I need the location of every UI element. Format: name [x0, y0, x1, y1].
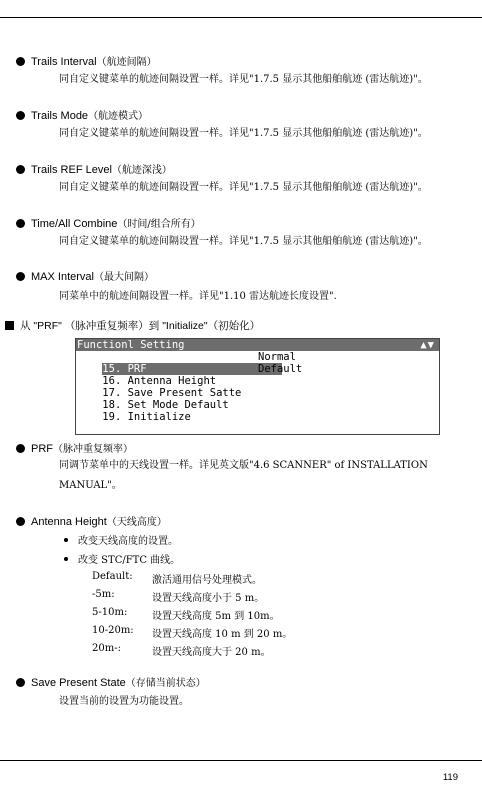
bullet-title-cn: （航迹间隔） — [96, 57, 157, 68]
bullet-title: Antenna Height — [31, 516, 107, 528]
page-number: 119 — [442, 772, 458, 783]
menu-title: Functionl Setting — [77, 339, 185, 351]
bullet-icon — [16, 678, 25, 687]
menu-item-save-present-state[interactable] — [76, 375, 439, 399]
bullet-icon — [16, 272, 25, 281]
option-value: 设置天线高度小于 5 m。 — [152, 593, 265, 604]
sub-bullet-icon — [64, 538, 68, 542]
option-key: Default: — [92, 571, 133, 582]
bullet-heading — [16, 271, 154, 284]
top-rule — [0, 17, 482, 18]
menu-item-initialize[interactable] — [76, 399, 439, 423]
sub-bullet-icon — [64, 557, 68, 561]
bullet-heading — [16, 443, 133, 456]
scroll-arrows-icon[interactable]: ▲▼ — [420, 339, 435, 351]
bullet-title: Trails Mode — [31, 110, 89, 122]
option-value: 设置天线高度 5m 到 10m。 — [152, 611, 280, 622]
bullet-heading — [16, 677, 206, 690]
bullet-icon — [16, 165, 25, 174]
bullet-description: 同自定义键菜单的航迹间隔设置一样。详见"1.7.5 显示其他船舶航迹 (雷达航迹)"。 — [59, 128, 428, 139]
section-heading-text: 从 "PRF" （脉冲重复频率）到 "Initialize"（初始化） — [20, 320, 261, 332]
sub-bullet-text: 改变 STC/FTC 曲线。 — [78, 555, 181, 566]
bullet-title: Time/All Combine — [31, 218, 118, 230]
menu-item-label: 18. Set Mode Default — [102, 399, 229, 411]
option-value: 设置天线高度 10 m 到 20 m。 — [152, 629, 293, 640]
menu-item-label: 15. PRF — [102, 363, 282, 375]
menu-item-label: 19. Initialize — [102, 411, 191, 423]
bullet-description: 设置当前的设置为功能设置。 — [59, 696, 189, 707]
menu-item-set-mode-default[interactable] — [76, 387, 439, 411]
bullet-description: 同自定义键菜单的航迹间隔设置一样。详见"1.7.5 显示其他船舶航迹 (雷达航迹)"。 — [59, 236, 428, 247]
bullet-title-cn: （航迹深浅） — [111, 165, 172, 176]
bullet-title: Trails REF Level — [31, 164, 112, 176]
square-bullet-icon — [5, 321, 14, 330]
bullet-heading — [16, 164, 172, 177]
menu-item-label: 17. Save Present Satte — [102, 387, 242, 399]
option-key: 5-10m: — [92, 607, 128, 618]
bullet-description: 同调节菜单中的天线设置一样。详见英文版"4.6 SCANNER" of INSTALLATION MANUAL"。 — [59, 460, 428, 491]
bullet-description: 同自定义键菜单的航迹间隔设置一样。详见"1.7.5 显示其他船舶航迹 (雷达航迹)"。 — [59, 74, 428, 85]
option-value: 激活通用信号处理模式。 — [152, 575, 262, 586]
bullet-icon — [16, 111, 25, 120]
bullet-icon — [16, 57, 25, 66]
bullet-icon — [16, 517, 25, 526]
bullet-title-cn: （存储当前状态） — [125, 678, 206, 689]
bullet-title: Trails Interval — [31, 56, 97, 68]
bullet-title: MAX Interval — [31, 271, 94, 283]
sub-bullet — [64, 532, 178, 547]
bullet-heading — [16, 110, 148, 123]
bottom-rule — [0, 760, 482, 761]
option-key: 10-20m: — [92, 625, 134, 636]
bullet-heading — [16, 56, 157, 69]
function-setting-menu — [75, 338, 440, 435]
bullet-title-cn: （脉冲重复频率） — [53, 444, 133, 455]
sub-bullet — [64, 551, 180, 566]
bullet-title-cn: （最大间隔） — [93, 272, 154, 283]
menu-item-value: Default — [258, 363, 303, 375]
menu-title-bar — [76, 339, 439, 351]
bullet-title-cn: （时间/组合所有） — [117, 219, 201, 230]
option-key: 20m-: — [92, 643, 121, 654]
option-value: 设置天线高度大于 20 m。 — [152, 647, 271, 658]
section-heading — [5, 318, 260, 333]
bullet-description: 同菜单中的航迹间隔设置一样。详见"1.10 雷达航迹长度设置". — [59, 291, 337, 302]
bullet-description: 同自定义键菜单的航迹间隔设置一样。详见"1.7.5 显示其他船舶航迹 (雷达航迹)"。 — [59, 182, 428, 193]
bullet-title: Save Present State — [31, 677, 126, 689]
bullet-title: PRF — [31, 443, 53, 455]
bullet-heading — [16, 218, 201, 231]
bullet-title-cn: （航迹模式） — [88, 111, 149, 122]
sub-bullet-text: 改变天线高度的设置。 — [78, 536, 178, 547]
bullet-title-cn: （天线高度） — [106, 517, 167, 528]
menu-item-value: Normal — [258, 351, 296, 363]
menu-item-label: 16. Antenna Height — [102, 375, 217, 387]
bullet-icon — [16, 219, 25, 228]
menu-item-antenna-height[interactable] — [76, 363, 439, 387]
bullet-heading — [16, 516, 167, 529]
option-key: -5m: — [92, 589, 115, 600]
bullet-icon — [16, 444, 25, 453]
